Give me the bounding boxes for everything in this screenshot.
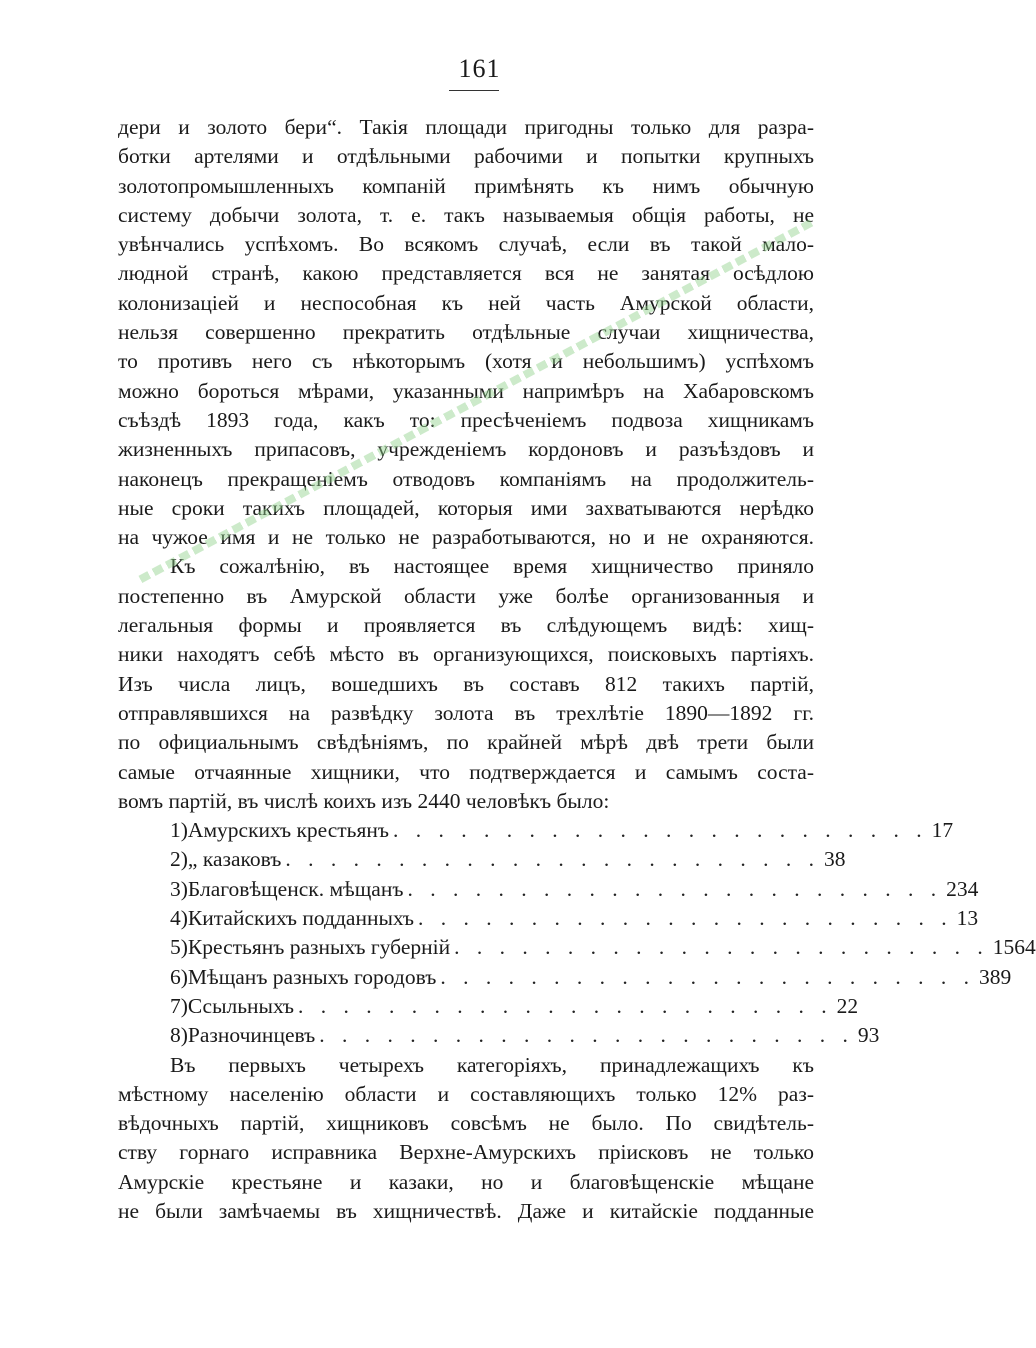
list-item-label: „ казаковъ (187, 847, 282, 872)
list-item (118, 816, 954, 845)
text-line: Въ первыхъ четырехъ категорiяхъ, принадлежащихъ къ (170, 1052, 814, 1077)
list-item-number: 6) (170, 964, 188, 989)
list-item (118, 875, 979, 904)
list-item-label: Амурскихъ крестьянъ (187, 818, 390, 843)
list-item (118, 963, 1012, 992)
paragraph-1 (118, 113, 814, 552)
text-line: по официальнымъ свѣдѣнiямъ, по крайней мѣрѣ двѣ трети были (118, 730, 814, 755)
text-line: Изъ числа лицъ, вошедшихъ въ составъ 812 такихъ партiй, (118, 671, 814, 696)
leader-dots: . . . . . . . . . . . . . . . . . . . . . . . . (407, 876, 943, 901)
list-item-value: 93 (857, 1023, 880, 1048)
page-number-rule (449, 90, 499, 91)
leader-dots: . . . . . . . . . . . . . . . . . . . . . . . . (417, 906, 953, 931)
list-item (118, 992, 859, 1021)
text-line: то противъ него съ нѣкоторымъ (хотя и небольшимъ) успѣхомъ (118, 349, 814, 374)
text-line: можно бороться мѣрами, указанными напримѣръ на Хабаровскомъ (118, 378, 814, 403)
text-line: колонизацiей и неспособная къ ней часть Амурской области, (118, 290, 814, 315)
list-item-value: 13 (956, 906, 979, 931)
leader-dots: . . . . . . . . . . . . . . . . . . . . . . . . (319, 1023, 854, 1048)
paragraph-3 (118, 1051, 814, 1227)
list-item-label: Ссыльныхъ (187, 993, 295, 1018)
text-line: самые отчаянные хищники, что подтверждается и самымъ соста- (118, 759, 814, 784)
list-item-number: 3) (170, 876, 188, 901)
text-line: дери и золото бери“. Такія площади пригодны только для разра- (118, 115, 814, 139)
text-line: наконецъ прекращенiемъ отводовъ компанiямъ на продолжитель- (118, 466, 814, 491)
text-line: ству горнаго исправника Верхне-Амурскихъ прiисковъ не только (118, 1140, 814, 1165)
list-item (118, 1021, 880, 1050)
text-line: мѣстному населенiю области и составляющихъ только 12% раз- (118, 1081, 814, 1106)
paragraph-2 (118, 552, 814, 816)
text-line: жизненныхъ припасовъ, учрежденiемъ кордоновъ и разъѣздовъ и (118, 437, 814, 462)
list-item-value: 1564 (992, 935, 1036, 960)
text-line: систему добычи золота, т. е. такъ называемыя общія работы, не (118, 202, 814, 227)
text-line: золотопромышленныхъ компаній примѣнять къ нимъ обычную (118, 173, 814, 198)
list-item-number: 2) (170, 847, 188, 872)
list-item-value: 234 (946, 876, 979, 901)
list-item-value: 17 (931, 818, 954, 843)
list-item-label: Китайскихъ подданныхъ (187, 906, 414, 931)
list-item (118, 933, 1036, 962)
leader-dots: . . . . . . . . . . . . . . . . . . . . . . . . (298, 993, 833, 1018)
text-line: Амурскiе крестьяне и казаки, но и благовѣщенскiе мѣщане (118, 1169, 814, 1194)
text-line: постепенно въ Амурской области уже болѣе организованныя и (118, 583, 814, 608)
list-item-label: Мѣщанъ разныхъ городовъ (187, 964, 437, 989)
list-item-value: 389 (978, 964, 1012, 989)
list-item-number: 5) (170, 935, 188, 960)
text-line: вомъ партiй, въ числѣ коихъ изъ 2440 человѣкъ было: (118, 788, 610, 813)
text-line: ные сроки такихъ площадей, которыя ими захватываются нерѣдко (118, 495, 814, 520)
leader-dots: . . . . . . . . . . . . . . . . . . . . . . . . (393, 818, 928, 843)
list-item-number: 1) (170, 818, 188, 843)
list-item (118, 904, 979, 933)
text-line: отправлявшихся на развѣдку золота въ трехлѣтiе 1890—1892 гг. (118, 700, 814, 725)
list-item-number: 7) (170, 993, 188, 1018)
list-item-label: Благовѣщенск. мѣщанъ (187, 876, 404, 901)
page-number: 161 (458, 54, 501, 83)
text-line: увѣнчались успѣхомъ. Во всякомъ случаѣ, если въ такой мало- (118, 232, 814, 257)
text-line: на чужое имя и не только не разработываются, но и не охраняются. (118, 525, 814, 550)
text-line: легальныя формы и проявляется въ слѣдующемъ видѣ: хищ- (118, 613, 814, 638)
leader-dots: . . . . . . . . . . . . . . . . . . . . . . . . (285, 847, 821, 872)
leader-dots: . . . . . . . . . . . . . . . . . . . . . . . . (454, 935, 989, 960)
text-line: людной странѣ, какою представляется вся не занятая осѣдлою (118, 261, 814, 286)
list-item-label: Разночинцевъ (187, 1023, 316, 1048)
text-line: Къ сожалѣнiю, въ настоящее время хищничество приняло (170, 554, 814, 579)
list-item-number: 8) (170, 1023, 188, 1048)
list-item-value: 38 (824, 847, 846, 872)
population-list (118, 816, 1036, 1050)
list-item (118, 845, 846, 874)
list-item-number: 4) (170, 906, 188, 931)
leader-dots: . . . . . . . . . . . . . . . . . . . . . . . . (440, 964, 975, 989)
list-item-value: 22 (836, 993, 859, 1018)
list-item-label: Крестьянъ разныхъ губерній (187, 935, 451, 960)
text-line: нельзя совершенно прекратить отдѣльные случаи хищничества, (118, 320, 814, 345)
text-line: вѣдочныхъ партiй, хищниковъ совсѣмъ не было. По свидѣтель- (118, 1111, 814, 1136)
text-line: не были замѣчаемы въ хищничествѣ. Даже и китайскiе подданные (118, 1198, 814, 1223)
text-line: ботки артелями и отдѣльными рабочими и попытки крупныхъ (118, 144, 814, 169)
text-line: ники находятъ себѣ мѣсто въ организующихся, поисковыхъ партiяхъ. (118, 642, 814, 667)
text-line: съѣздѣ 1893 года, какъ то: пресѣченiемъ подвоза хищникамъ (118, 407, 814, 432)
